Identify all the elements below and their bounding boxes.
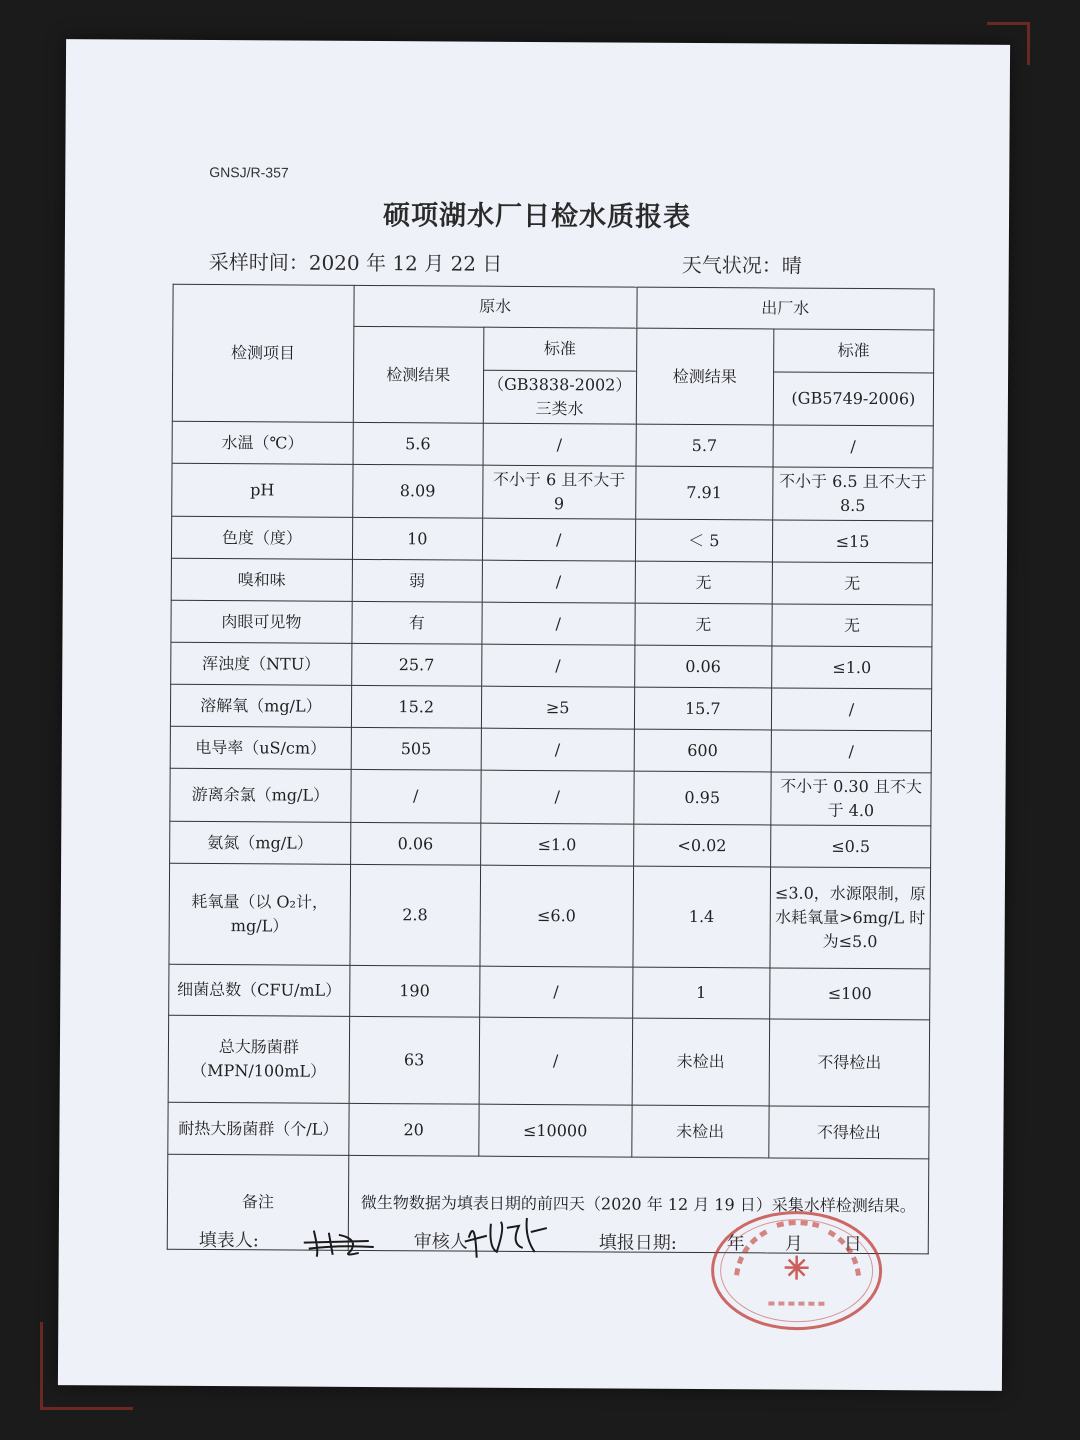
cell-out-std: ≤3.0，水源限制，原水耗氧量>6mg/L 时为≤5.0: [770, 867, 931, 969]
cell-raw: 有: [352, 601, 482, 644]
filler-label: 填表人:: [198, 1229, 259, 1252]
cell-out-std: 不小于 6.5 且不大于 8.5: [773, 467, 933, 521]
report-title: 硕项湖水厂日检水质报表: [382, 200, 692, 233]
cell-raw: /: [351, 769, 481, 823]
reviewer-signature: [461, 1208, 551, 1265]
cell-item: 水温（℃）: [172, 421, 353, 464]
cell-out: 0.95: [633, 771, 771, 825]
cell-item: 肉眼可见物: [171, 600, 352, 643]
cell-raw-std: ≥5: [481, 686, 634, 729]
cell-out-std: ≤1.0: [772, 646, 932, 689]
cell-out-std: /: [771, 688, 931, 731]
cell-out: 0.06: [634, 645, 772, 688]
cell-raw-std: /: [481, 770, 634, 824]
table-row: [168, 1102, 929, 1159]
cell-raw: 5.6: [353, 422, 483, 465]
cell-raw: 弱: [352, 559, 482, 602]
header-out-result: 检测结果: [636, 328, 774, 425]
meta-row: [208, 246, 849, 278]
header-raw-standard-code: [483, 370, 636, 424]
cell-out-std: ≤15: [772, 520, 932, 563]
cell-out: 无: [635, 561, 773, 604]
table-row: [169, 863, 931, 969]
cell-out-std: ≤0.5: [770, 825, 930, 868]
cell-item: 总大肠菌群（MPN/100mL）: [168, 1015, 349, 1103]
cell-raw-std: /: [483, 423, 636, 466]
header-raw-result: 检测结果: [353, 326, 484, 423]
cell-raw: 190: [349, 965, 479, 1017]
table-row: [170, 821, 931, 868]
cell-raw-std: /: [482, 602, 635, 645]
cell-raw-std: /: [482, 560, 635, 603]
cell-item: 浑浊度（NTU）: [171, 642, 352, 685]
note-text: 微生物数据为填表日期的前四天（2020 年 12 月 19 日）采集水样检测结果。: [348, 1155, 929, 1254]
header-raw-water: 原水: [354, 285, 637, 328]
cell-item: 耗氧量（以 O₂计，mg/L）: [169, 863, 350, 965]
cell-raw: 15.2: [351, 685, 481, 728]
reviewer-label: 审核人: [413, 1231, 468, 1253]
cell-out: 1.4: [633, 866, 771, 968]
header-item: 检测项目: [172, 284, 354, 422]
cell-raw-std: /: [481, 644, 634, 687]
filler-signature: [299, 1221, 379, 1261]
table-row: [171, 642, 932, 689]
paper-sheet: [58, 39, 1010, 1391]
cell-raw: 25.7: [351, 643, 481, 686]
cell-out: 600: [634, 729, 772, 772]
table-row: [172, 421, 933, 468]
cell-out-std: 无: [772, 562, 932, 605]
cell-raw-std: /: [481, 728, 634, 771]
table-row: [171, 558, 932, 605]
cell-raw-std: ≤1.0: [480, 823, 633, 866]
cell-out: 1: [632, 967, 770, 1019]
cell-out-std: /: [771, 730, 931, 773]
official-seal-stamp: [706, 1205, 887, 1336]
header-treated-water: 出厂水: [636, 287, 934, 330]
cell-out: 15.7: [634, 687, 772, 730]
month-label: 月: [784, 1233, 803, 1255]
cell-raw: 63: [349, 1016, 480, 1104]
cell-raw: 8.09: [352, 464, 482, 518]
table-row: [168, 1015, 930, 1107]
cell-raw-std: 不小于 6 且不大于 9: [482, 465, 635, 519]
date-label: 填报日期:: [598, 1232, 677, 1254]
table-row: [170, 768, 931, 826]
table-row: [170, 684, 931, 731]
note-label: 备注: [167, 1154, 348, 1250]
cell-item: 氨氮（mg/L）: [170, 821, 351, 864]
raw-standard-code: （GB3838-2002）: [487, 374, 632, 395]
weather: 天气状况：晴: [681, 252, 802, 278]
cell-item: 细菌总数（CFU/mL）: [169, 964, 350, 1016]
year-label: 年: [726, 1233, 745, 1255]
cell-item: 色度（度）: [171, 516, 352, 559]
cell-raw: 505: [351, 727, 481, 770]
cell-out: 无: [635, 603, 773, 646]
cell-item: 溶解氧（mg/L）: [170, 684, 351, 727]
table-row: [171, 600, 932, 647]
cell-item: 电导率（uS/cm）: [170, 726, 351, 769]
cell-raw-std: ≤6.0: [480, 865, 633, 967]
cell-out: 未检出: [632, 1018, 770, 1106]
cell-item: pH: [172, 463, 353, 517]
header-out-standard-code: (GB5749-2006): [773, 372, 933, 426]
cell-raw-std: /: [479, 1017, 632, 1105]
raw-standard-class: 三类水: [535, 399, 584, 419]
cell-out: 未检出: [631, 1105, 769, 1158]
cell-raw-std: /: [482, 518, 635, 561]
cell-item: 耐热大肠菌群（个/L）: [168, 1102, 349, 1155]
day-label: 日: [843, 1233, 862, 1256]
header-raw-standard: 标准: [483, 327, 636, 371]
cell-raw: 20: [348, 1103, 478, 1156]
sampling-time: 采样时间：2020 年 12 月 22 日: [208, 250, 503, 276]
cell-raw: 2.8: [350, 864, 481, 966]
cell-out-std: ≤100: [770, 968, 930, 1020]
table-row: [170, 726, 931, 773]
cell-raw: 0.06: [350, 822, 480, 865]
header-out-standard: 标准: [774, 329, 934, 373]
water-quality-table: [167, 284, 935, 1255]
cell-out: 7.91: [635, 466, 773, 520]
cell-out: <0.02: [633, 824, 771, 867]
cell-out-std: 不小于 0.30 且不大于 4.0: [771, 772, 931, 826]
cell-item: 嗅和味: [171, 558, 352, 601]
cell-out: ＜ 5: [635, 519, 773, 562]
cell-raw: 10: [352, 517, 482, 560]
cell-out-std: 不得检出: [769, 1106, 929, 1159]
cell-out-std: 无: [772, 604, 932, 647]
document-code: GNSJ/R-357: [209, 164, 289, 181]
table-row: [172, 463, 933, 521]
header-row-1: [173, 284, 934, 330]
cell-raw-std: ≤10000: [479, 1104, 632, 1157]
cell-out-std: /: [773, 425, 933, 468]
cell-raw-std: /: [479, 966, 632, 1018]
cell-out-std: 不得检出: [769, 1019, 930, 1107]
cell-item: 游离余氯（mg/L）: [170, 768, 351, 822]
table-row: [169, 964, 930, 1020]
cell-out: 5.7: [636, 424, 774, 467]
table-row: [171, 516, 932, 563]
